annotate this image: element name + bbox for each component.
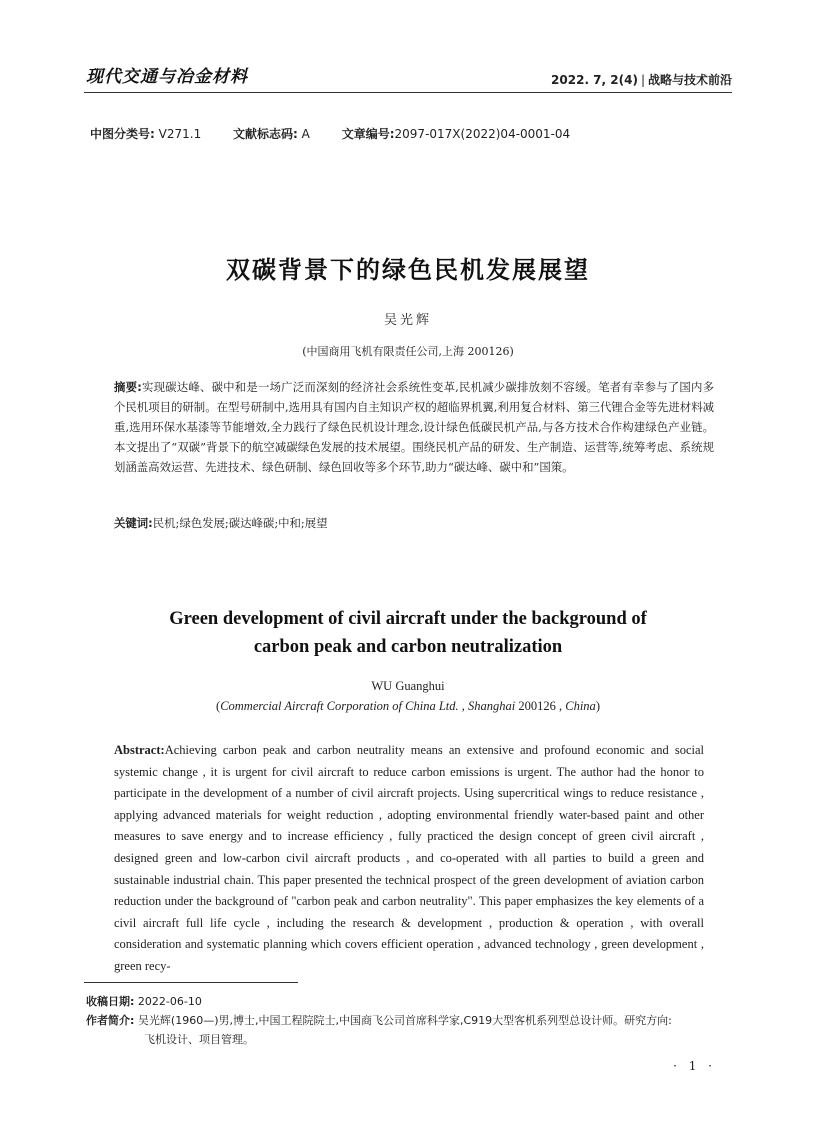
author-bio-text-cont: 飞机设计、项目管理。 (144, 1033, 254, 1046)
received-value: 2022-06-10 (137, 995, 202, 1008)
english-title (0, 605, 816, 661)
affil-paren-open: ( (216, 699, 221, 713)
affil-org: Commercial Aircraft Corporation of China Ltd. (220, 699, 459, 713)
affil-city: Shanghai (468, 699, 516, 713)
english-author: WU Guanghui (371, 679, 445, 693)
article-no-value: 2097-017X(2022)04-0001-04 (394, 127, 571, 141)
affil-country: China (565, 699, 596, 713)
author-bio (86, 1011, 736, 1049)
chinese-keywords-text: 民机;绿色发展;碳达峰碳;中和;展望 (152, 516, 328, 530)
english-abstract-text: Achieving carbon peak and carbon neutrality means an extensive and profound economic and social systemic change , it is urgent for civil aircraft to reduce carbon emissions is urgent. The author had the honor to participate in the development of a number of civil aircraft projects. Using supercritical wings to reduce resistance , applying advanced materials for weight reduction , adopting environmental friendly water-based paint and other measures to save energy and to increase efficiency , fully practiced the design concept of green civil aircraft , designed green and low-carbon civil aircraft products , and co-operated with all parties to build a green and sustainable industrial chain. This paper presented the technical prospect of the green development of aviation carbon reduction under the background of "carbon peak and carbon neutrality". This paper emphasizes the key elements of a civil aircraft full life cycle , including the research & development , production & operation , with overall consideration and systematic planning which covers efficient operation , advanced technology , green development , green recy- (114, 743, 704, 973)
footnote-divider (84, 982, 298, 983)
clc-label: 中图分类号: (90, 127, 155, 141)
article-meta (90, 125, 598, 142)
clc-value: V271.1 (158, 127, 202, 141)
chinese-keywords (114, 515, 328, 531)
received-label: 收稿日期: (86, 995, 135, 1008)
issue-number: 2022. 7, 2(4) (551, 73, 638, 87)
affil-paren-close: ) (595, 699, 600, 713)
chinese-keywords-label: 关键词: (114, 516, 153, 530)
received-date (86, 993, 202, 1009)
chinese-title: 双碳背景下的绿色民机发展展望 (226, 256, 590, 284)
english-title-line1: Green development of civil aircraft under the background of (169, 609, 647, 629)
author-bio-label: 作者简介: (86, 1014, 135, 1027)
chinese-abstract (114, 377, 714, 477)
english-abstract (114, 740, 704, 978)
header-divider (84, 92, 732, 93)
english-title-line2: carbon peak and carbon neutralization (253, 637, 563, 657)
section-name: 战略与技术前沿 (647, 73, 732, 87)
affil-sep: , (458, 699, 469, 713)
doc-code-label: 文献标志码: (233, 127, 298, 141)
issue-header: 2022. 7, 2(4) | 战略与技术前沿 (551, 73, 732, 87)
chinese-affiliation: (中国商用飞机有限责任公司,上海 200126) (302, 345, 514, 358)
english-affiliation (0, 699, 816, 714)
english-abstract-label: Abstract: (114, 743, 165, 757)
chinese-abstract-label: 摘要: (114, 380, 142, 394)
affil-zip: 200126 , (515, 699, 566, 713)
page-number: · 1 · (673, 1059, 716, 1073)
chinese-author: 吴光辉 (383, 313, 432, 328)
journal-logo: 现代交通与冶金材料 (86, 67, 248, 87)
author-bio-text: 吴光辉(1960—)男,博士,中国工程院院士,中国商飞公司首席科学家,C919大型客机系列型总设计师。研究方向: (137, 1014, 672, 1027)
chinese-abstract-text: 实现碳达峰、碳中和是一场广泛而深刻的经济社会系统性变革,民机减少碳排放刻不容缓。笔者有幸参与了国内多个民机项目的研制。在型号研制中,选用具有国内自主知识产权的超临界机翼,利用复合材料、第三代锂合金等先进材料减重,选用环保水基漆等节能增效,全力践行了绿色民机设计理念,设计绿色低碳民机产品,与各方技术合作构建绿色产业链。本文提出了“双碳”背景下的航空减碳绿色发展的技术展望。围绕民机产品的研发、生产制造、运营等,统筹考虑、系统规划涵盖高效运营、先进技术、绿色研制、绿色回收等多个环节,助力“碳达峰、碳中和”国策。 (114, 380, 715, 474)
article-no-label: 文章编号: (341, 127, 395, 141)
doc-code-value: A (301, 127, 310, 141)
